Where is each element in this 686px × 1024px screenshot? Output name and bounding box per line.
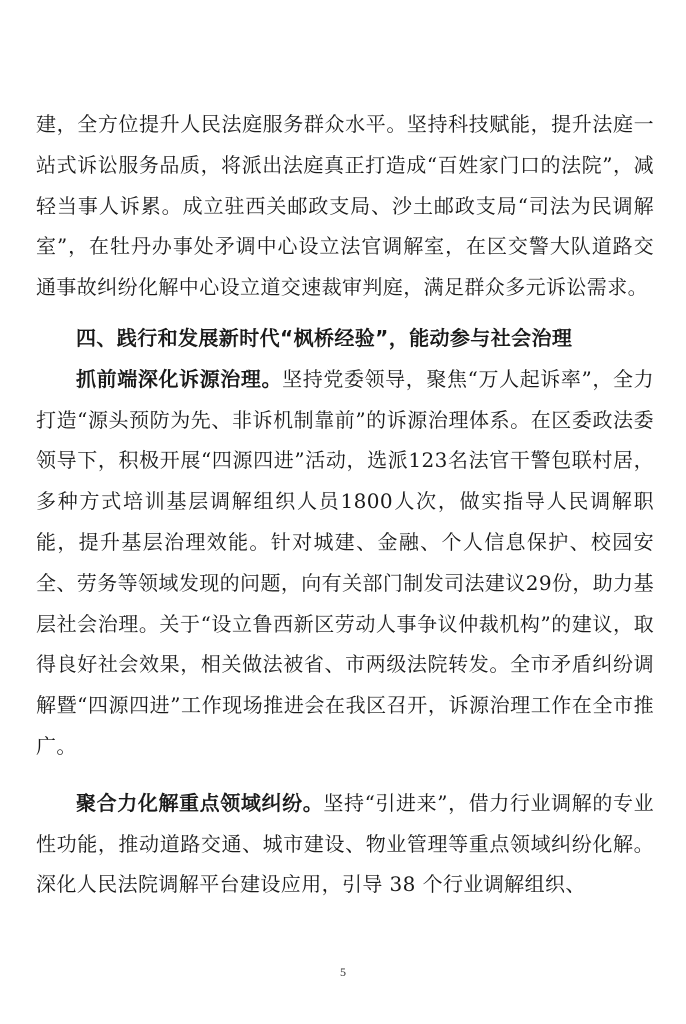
page-number: 5	[340, 965, 346, 979]
paragraph-key-disputes	[36, 783, 654, 905]
paragraph-text: 坚持“引进来”，借力行业调解的专业性功能，推动道路交通、城市建设、物业管理等重点领域纠纷化解。深化人民法院调解平台建设应用，引导 38 个行业调解组织、	[36, 790, 655, 897]
paragraph-lead: 聚合力化解重点领域纠纷。	[76, 790, 324, 815]
paragraph-gap	[36, 767, 654, 783]
document-body	[36, 104, 654, 905]
paragraph-source-governance	[36, 359, 654, 767]
paragraph-lead: 抓前端深化诉源治理。	[76, 366, 283, 391]
section-heading-four: 四、践行和发展新时代“枫桥经验”，能动参与社会治理	[76, 325, 573, 350]
paragraph-text: 坚持党委领导，聚焦“万人起诉率”，全力打造“源头预防为先、非诉机制靠前”的诉源治理体系。在区委政法委领导下，积极开展“四源四进”活动，选派123名法官干警包联村居，多种方式培训基层调解组织人员1800人次，做实指导人民调解职能，提升基层治理效能。针对城建、金融、个人信息保护、校园安全、劳务等领域发现的问题，向有关部门制发司法建议29份，助力基层社会治理。关于“设立鲁西新区劳动人事争议仲裁机构”的建议，取得良好社会效果，相关做法被省、市两级法院转发。全市矛盾纠纷调解暨“四源四进”工作现场推进会在我区召开，诉源治理工作在全市推广。	[36, 366, 654, 758]
paragraph-text: 建，全方位提升人民法庭服务群众水平。坚持科技赋能，提升法庭一站式诉讼服务品质，将派出法庭真正打造成“百姓家门口的法院”，减轻当事人诉累。成立驻西关邮政支局、沙土邮政支局“司法为民调解室”，在牡丹办事处矛调中心设立法官调解室，在区交警大队道路交通事故纠纷化解中心设立道交速裁审判庭，满足群众多元诉讼需求。	[36, 112, 654, 300]
paragraph-court-services	[36, 104, 654, 308]
